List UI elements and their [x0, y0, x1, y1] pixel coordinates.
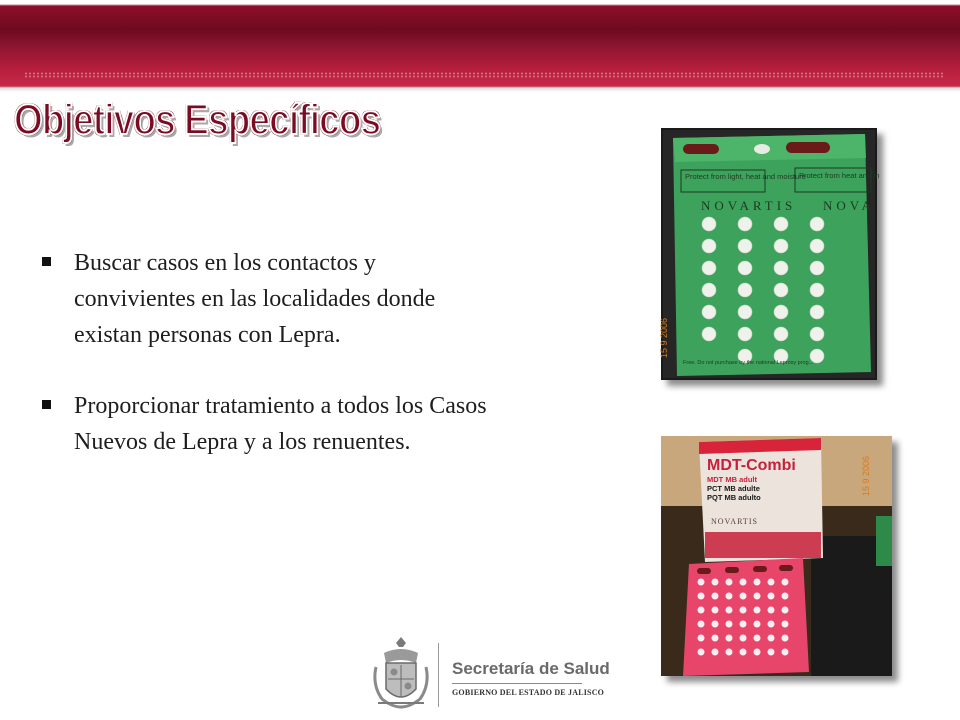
bullet-item — [40, 388, 490, 460]
gov-name: GOBIERNO DEL ESTADO DE JALISCO — [452, 688, 605, 697]
date-stamp: 15 9 2006 — [659, 317, 669, 358]
brand-text-fragment: NOVA — [823, 198, 875, 213]
brand-text: NOVARTIS — [701, 198, 797, 213]
bullet-text: Buscar casos en los contactos y convivientes en las localidades donde existan personas con Lepra. — [74, 250, 436, 348]
org-name: Secretaría de Salud — [452, 659, 610, 678]
jalisco-crest-icon — [370, 633, 432, 713]
product-line: PQT MB adulto — [707, 493, 761, 502]
date-stamp: 15 9 2006 — [861, 455, 871, 496]
footer-divider — [438, 643, 439, 707]
footer-logo — [370, 633, 610, 715]
square-bullet-icon — [42, 257, 51, 266]
warning-text-right: Protect from heat and m — [799, 171, 880, 180]
product-name: MDT-Combi — [707, 457, 796, 474]
box-brand-text: NOVARTIS — [711, 517, 758, 526]
warning-text-left: Protect from light, heat and moisture — [685, 172, 806, 181]
square-bullet-icon — [42, 400, 51, 409]
bullet-text: Proporcionar tratamiento a todos los Casos Nuevos de Lepra y a los renuentes. — [74, 393, 487, 455]
product-line: PCT MB adulte — [707, 484, 760, 493]
header-band — [0, 0, 960, 92]
slide-title: Objetivos Específicos — [14, 96, 381, 144]
header-band-texture — [24, 72, 944, 78]
org-rule — [452, 683, 582, 684]
footer-text: Free. Do not purchase by the national Leprosy prog... — [683, 360, 814, 366]
bullet-item — [40, 245, 490, 353]
green-blister-photo — [659, 128, 880, 380]
bullet-list — [40, 245, 490, 495]
product-line: MDT MB adult — [707, 475, 757, 484]
mdt-combi-photo — [661, 436, 892, 676]
